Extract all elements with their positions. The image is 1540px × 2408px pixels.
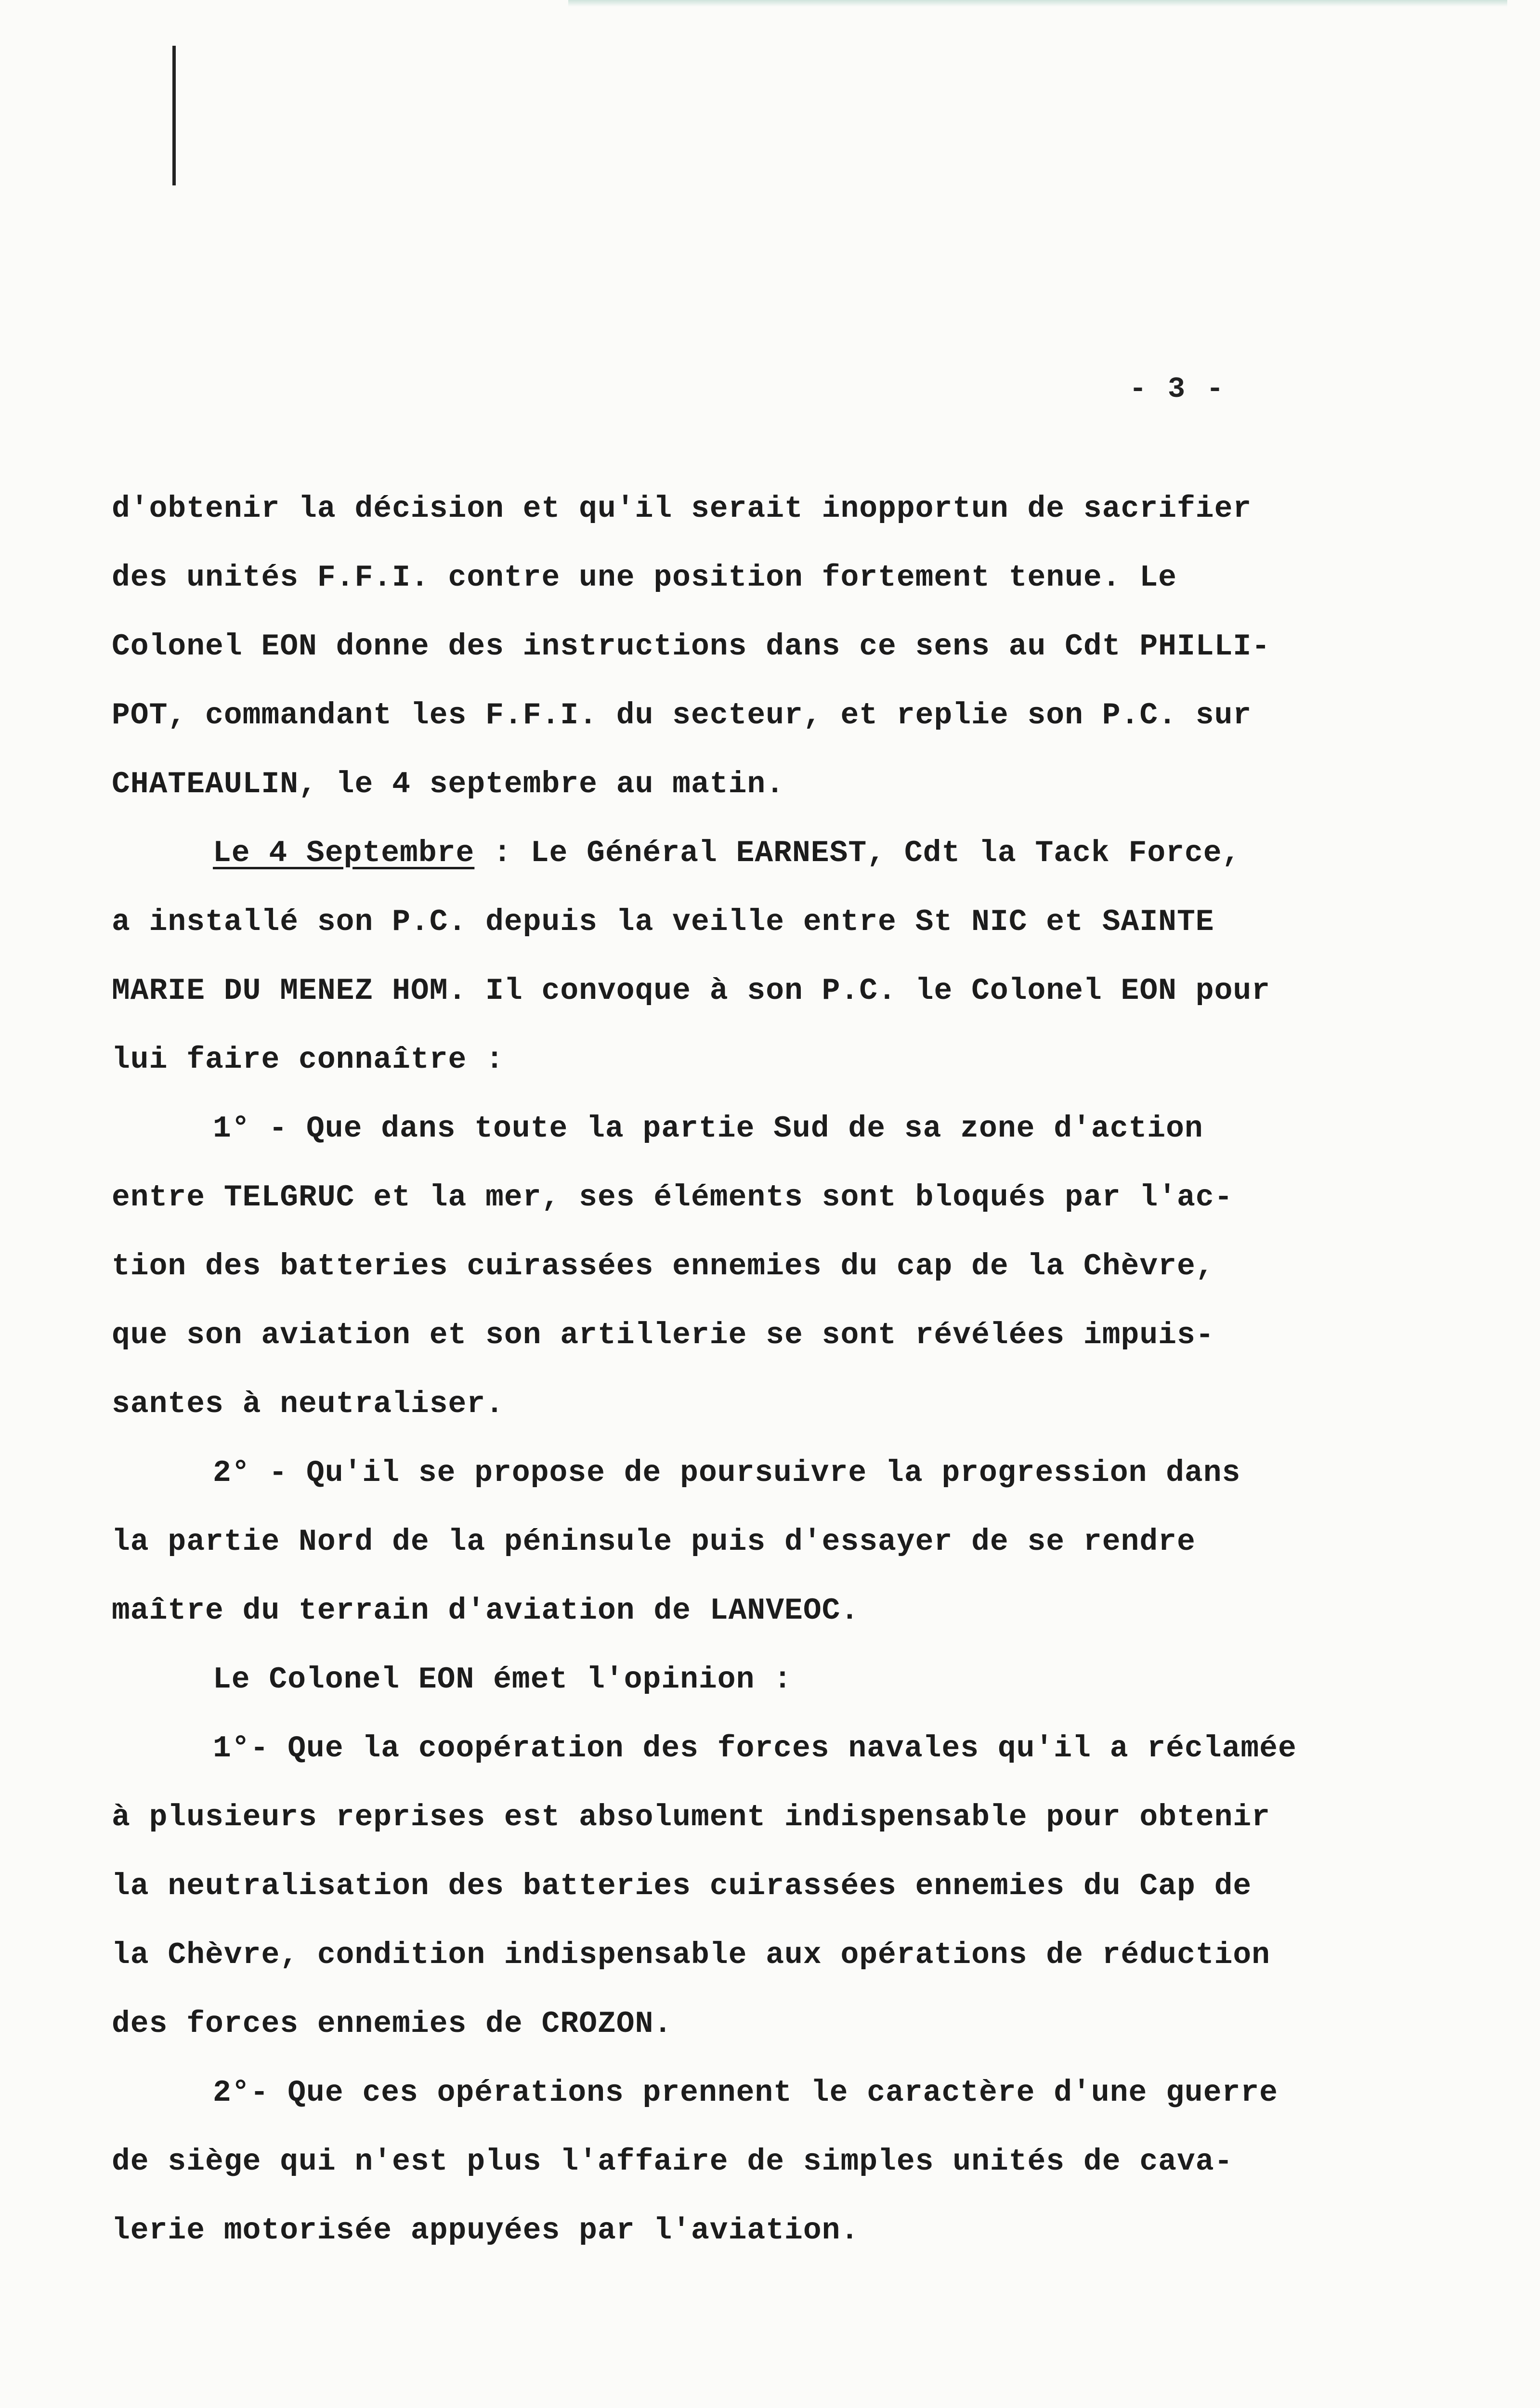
text-line: à plusieurs reprises est absolument indispensable pour obtenir — [112, 1800, 1270, 1834]
text-line: de siège qui n'est plus l'affaire de simples unités de cava- — [112, 2145, 1233, 2179]
text-line: tion des batteries cuirassées ennemies du cap de la Chèvre, — [112, 1249, 1214, 1283]
date-heading: Le 4 Septembre — [213, 836, 475, 870]
text-line: CHATEAULIN, le 4 septembre au matin. — [112, 767, 785, 801]
text-line: la neutralisation des batteries cuirassées ennemies du Cap de — [112, 1869, 1252, 1903]
text-line: 2°- Que ces opérations prennent le caractère d'une guerre — [213, 2076, 1278, 2110]
text-line: a installé son P.C. depuis la veille entre St NIC et SAINTE — [112, 905, 1214, 939]
text-line — [112, 819, 1422, 888]
text-line: 2° - Qu'il se propose de poursuivre la progression dans — [213, 1456, 1241, 1490]
text-line: Le Colonel EON émet l'opinion : — [213, 1662, 792, 1697]
text-line: 1°- Que la coopération des forces navales qu'il a réclamée — [213, 1731, 1297, 1766]
text-line: la partie Nord de la péninsule puis d'essayer de se rendre — [112, 1525, 1196, 1559]
page-top-edge — [568, 0, 1507, 7]
margin-rule-mark — [172, 46, 176, 185]
text-line: maître du terrain d'aviation de LANVEOC. — [112, 1594, 860, 1628]
text-line: des unités F.F.I. contre une position fortement tenue. Le — [112, 561, 1177, 595]
text-line: santes à neutraliser. — [112, 1387, 504, 1421]
text-line: MARIE DU MENEZ HOM. Il convoque à son P.C. le Colonel EON pour — [112, 974, 1270, 1008]
text-line: entre TELGRUC et la mer, ses éléments sont bloqués par l'ac- — [112, 1180, 1233, 1215]
text-line: la Chèvre, condition indispensable aux opérations de réduction — [112, 1938, 1270, 1972]
text-line: d'obtenir la décision et qu'il serait inopportun de sacrifier — [112, 492, 1252, 526]
text-line: lui faire connaître : — [112, 1043, 504, 1077]
text-line: 1° - Que dans toute la partie Sud de sa zone d'action — [213, 1112, 1203, 1146]
text-line: Colonel EON donne des instructions dans ce sens au Cdt PHILLI- — [112, 629, 1270, 664]
text-line-rest: : Le Général EARNEST, Cdt la Tack Force, — [474, 836, 1241, 870]
text-line: que son aviation et son artillerie se sont révélées impuis- — [112, 1318, 1214, 1352]
typed-document-body — [112, 474, 1422, 2265]
text-line: des forces ennemies de CROZON. — [112, 2007, 673, 2041]
text-line: POT, commandant les F.F.I. du secteur, et replie son P.C. sur — [112, 698, 1252, 733]
page-number: - 3 - — [1129, 373, 1226, 406]
text-line: lerie motorisée appuyées par l'aviation. — [112, 2213, 860, 2248]
